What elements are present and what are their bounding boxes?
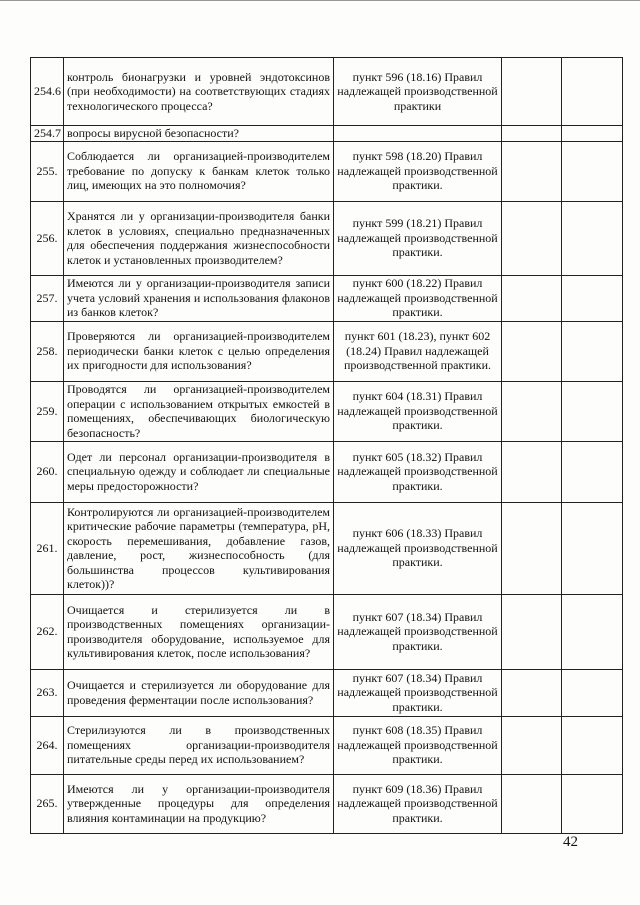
row-answer-cell: [502, 201, 562, 275]
row-answer-cell: [502, 381, 562, 441]
row-note-cell: [562, 594, 623, 669]
table-row: [31, 58, 623, 126]
row-reference: пункт 604 (18.31) Правил надлежащей производственной практики.: [334, 381, 502, 441]
table-row: [31, 201, 623, 275]
row-reference: пункт 601 (18.23), пункт 602 (18.24) Правил надлежащей производственной практики.: [334, 321, 502, 381]
row-number: 254.6: [31, 58, 64, 126]
row-question: Очищается и стерилизуется ли оборудование для проведения ферментации после использования?: [64, 669, 334, 716]
row-number: 264.: [31, 716, 64, 774]
row-number: 254.7: [31, 126, 64, 142]
row-note-cell: [562, 502, 623, 594]
row-reference: пункт 609 (18.36) Правил надлежащей производственной практики.: [334, 774, 502, 833]
row-reference: пункт 598 (18.20) Правил надлежащей производственной практики.: [334, 141, 502, 201]
table-row: [31, 126, 623, 142]
row-answer-cell: [502, 141, 562, 201]
row-question: Очищается и стерилизуется ли в производственных помещениях организации-производителя оборудование, используемое для культивирования клеток, после использования?: [64, 594, 334, 669]
row-answer-cell: [502, 441, 562, 502]
table-row: [31, 321, 623, 381]
row-number: 261.: [31, 502, 64, 594]
table-row: [31, 275, 623, 321]
row-reference: [334, 126, 502, 142]
row-question: Соблюдается ли организацией-производителем требование по допуску к банкам клеток только лиц, имеющих на это полномочия?: [64, 141, 334, 201]
row-answer-cell: [502, 716, 562, 774]
table-row: [31, 716, 623, 774]
row-answer-cell: [502, 502, 562, 594]
row-reference: пункт 606 (18.33) Правил надлежащей производственной практики.: [334, 502, 502, 594]
row-note-cell: [562, 669, 623, 716]
table-row: [31, 502, 623, 594]
row-question: Имеются ли у организации-производителя утвержденные процедуры для определения влияния контаминации на продукцию?: [64, 774, 334, 833]
row-note-cell: [562, 774, 623, 833]
row-number: 262.: [31, 594, 64, 669]
table-row: [31, 594, 623, 669]
row-question: контроль бионагрузки и уровней эндотоксинов (при необходимости) на соответствующих стадиях технологического процесса?: [64, 58, 334, 126]
row-note-cell: [562, 58, 623, 126]
row-number: 265.: [31, 774, 64, 833]
row-question: Контролируются ли организацией-производителем критические рабочие параметры (температура, pH, скорость перемешивания, добавление газов, давление, рост, жизнеспособность (для большинства процессов культивирования клеток))?: [64, 502, 334, 594]
table-row: [31, 441, 623, 502]
page-number: 42: [563, 834, 578, 850]
row-number: 255.: [31, 141, 64, 201]
row-answer-cell: [502, 275, 562, 321]
row-note-cell: [562, 126, 623, 142]
row-answer-cell: [502, 594, 562, 669]
row-reference: пункт 607 (18.34) Правил надлежащей производственной практики.: [334, 594, 502, 669]
row-reference: пункт 599 (18.21) Правил надлежащей производственной практики.: [334, 201, 502, 275]
row-reference: пункт 600 (18.22) Правил надлежащей производственной практики.: [334, 275, 502, 321]
row-question: Имеются ли у организации-производителя записи учета условий хранения и использования флаконов из банков клеток?: [64, 275, 334, 321]
row-question: Хранятся ли у организации-производителя банки клеток в условиях, специально предназначенных для обеспечения поддержания жизнеспособности клеток и установленных производителем?: [64, 201, 334, 275]
row-question: Стерилизуются ли в производственных помещениях организации-производителя питательные среды перед их использованием?: [64, 716, 334, 774]
row-note-cell: [562, 275, 623, 321]
row-answer-cell: [502, 774, 562, 833]
row-question: Проверяются ли организацией-производителем периодически банки клеток с целью определения их пригодности для использования?: [64, 321, 334, 381]
row-note-cell: [562, 201, 623, 275]
row-question: вопросы вирусной безопасности?: [64, 126, 334, 142]
table-row: [31, 381, 623, 441]
row-answer-cell: [502, 126, 562, 142]
row-note-cell: [562, 441, 623, 502]
row-reference: пункт 608 (18.35) Правил надлежащей производственной практики.: [334, 716, 502, 774]
row-number: 258.: [31, 321, 64, 381]
row-reference: пункт 605 (18.32) Правил надлежащей производственной практики.: [334, 441, 502, 502]
row-number: 260.: [31, 441, 64, 502]
row-reference: пункт 596 (18.16) Правил надлежащей производственной практики: [334, 58, 502, 126]
row-answer-cell: [502, 669, 562, 716]
row-question: Одет ли персонал организации-производителя в специальную одежду и соблюдает ли специальные меры предосторожности?: [64, 441, 334, 502]
row-number: 259.: [31, 381, 64, 441]
row-question: Проводятся ли организацией-производителем операции с использованием открытых емкостей в помещениях, обеспечивающих биологическую безопасность?: [64, 381, 334, 441]
table-row: [31, 141, 623, 201]
row-reference: пункт 607 (18.34) Правил надлежащей производственной практики.: [334, 669, 502, 716]
checklist-table: [30, 57, 623, 834]
row-note-cell: [562, 381, 623, 441]
table-row: [31, 669, 623, 716]
checklist-body: [31, 58, 623, 834]
row-note-cell: [562, 321, 623, 381]
row-answer-cell: [502, 321, 562, 381]
row-number: 263.: [31, 669, 64, 716]
row-note-cell: [562, 141, 623, 201]
page-top-edge: [0, 0, 640, 1]
row-answer-cell: [502, 58, 562, 126]
row-note-cell: [562, 716, 623, 774]
table-row: [31, 774, 623, 833]
row-number: 257.: [31, 275, 64, 321]
row-number: 256.: [31, 201, 64, 275]
